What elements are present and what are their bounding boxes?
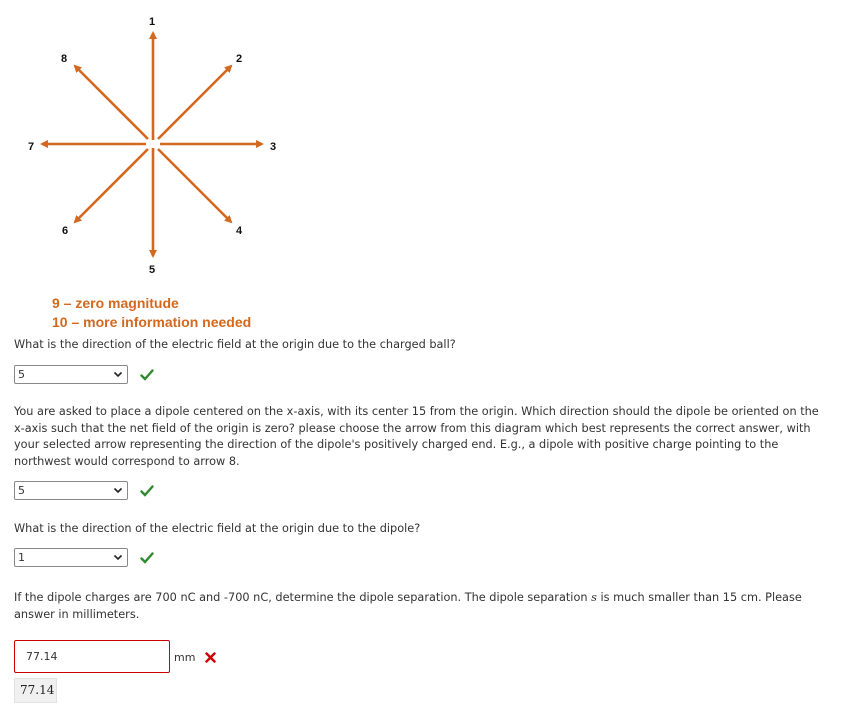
question-1-selected-value: 5 [18, 368, 25, 381]
question-2-text: You are asked to place a dipole centered on the x-axis, with its center 15 from the origin. Which direction should the dipole be oriented on the x-axis such that the net field of the origin is zero? please choose the arrow from this diagram which best represents the correct answer, with your selected arrow representing the direction of the dipole's positively charged end. E.g., a dipole with positive charge pointing to the northwest would correspond to arrow 8. [14, 405, 819, 468]
arrow-6 [75, 149, 148, 222]
arrow-2 [158, 66, 231, 139]
arrow-label-5: 5 [149, 264, 156, 276]
arrow-label-8: 8 [61, 53, 68, 65]
question-4-text [14, 590, 819, 623]
arrow-8 [75, 66, 148, 139]
question-1-select[interactable] [14, 365, 128, 384]
correct-check-icon [140, 485, 154, 497]
arrow-label-2: 2 [236, 53, 243, 65]
arrow-label-6: 6 [62, 225, 69, 237]
arrow-label-3: 3 [270, 141, 277, 153]
unit-label: mm [174, 651, 196, 664]
arrow-4 [158, 149, 231, 222]
arrow-label-1: 1 [149, 16, 156, 28]
correct-check-icon [140, 369, 154, 381]
legend-zero-magnitude: 9 – zero magnitude [52, 295, 179, 311]
question-3-select[interactable] [14, 548, 128, 567]
question-3-selected-value: 1 [18, 551, 25, 564]
arrow-label-7: 7 [28, 141, 35, 153]
submitted-answer-badge: 77.14 [14, 678, 57, 703]
correct-check-icon [140, 552, 154, 564]
question-4-text-after: is much smaller than 15 cm. Please answer in millimeters. [14, 591, 802, 621]
question-2-select[interactable] [14, 481, 128, 500]
chevron-down-icon [112, 549, 124, 566]
question-3-text: What is the direction of the electric field at the origin due to the dipole? [14, 522, 421, 535]
question-4-text-before: If the dipole charges are 700 nC and -700 nC, determine the dipole separation. The dipole separation [14, 591, 592, 604]
question-1-text: What is the direction of the electric field at the origin due to the charged ball? [14, 338, 456, 351]
answer-input[interactable]: 77.14 [14, 640, 170, 673]
chevron-down-icon [112, 482, 124, 499]
incorrect-x-icon [205, 652, 216, 663]
legend-more-information: 10 – more information needed [52, 314, 252, 330]
question-2-selected-value: 5 [18, 484, 25, 497]
arrow-direction-diagram [0, 0, 300, 290]
question-4-variable: s [591, 591, 597, 604]
chevron-down-icon [112, 366, 124, 383]
arrow-label-4: 4 [236, 225, 243, 237]
